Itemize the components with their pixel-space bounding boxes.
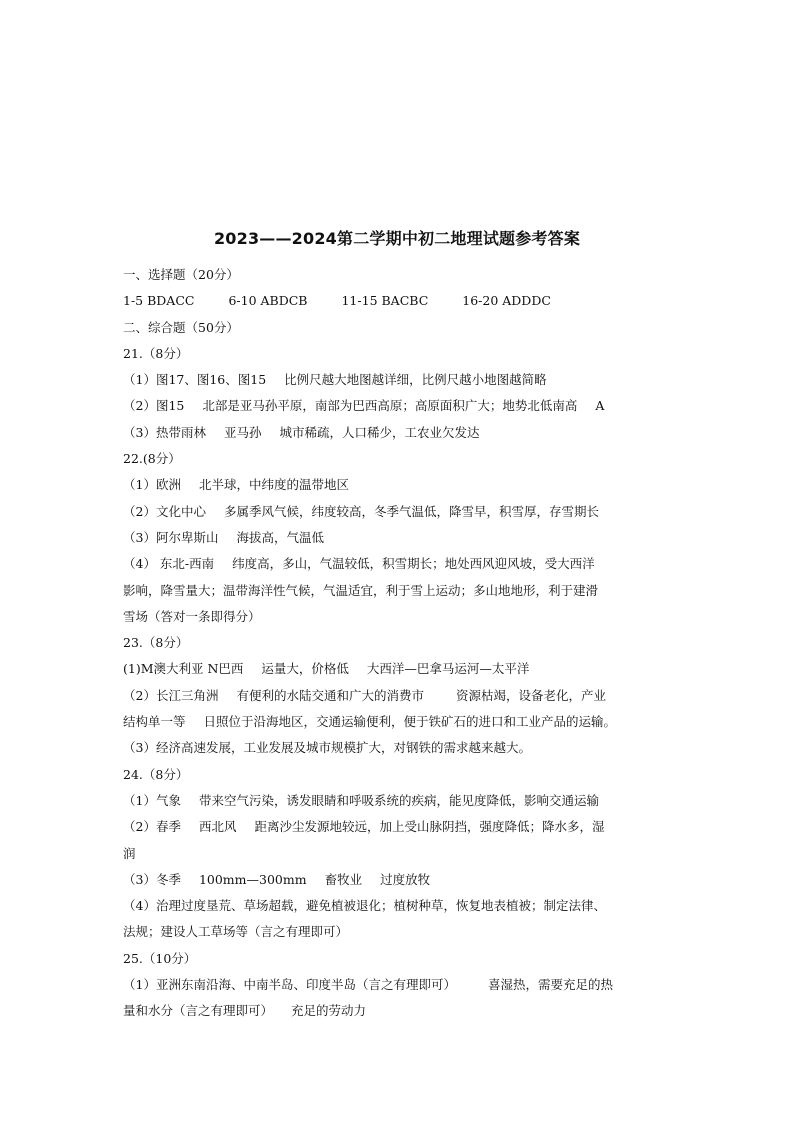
q21-answer-2 xyxy=(123,393,683,419)
q21-a2-explanation: 北部是亚马孙平原，南部为巴西高原；高原面积广大；地势北低南高 xyxy=(202,398,578,414)
q24-a1-explanation: 带来空气污染，诱发眼睛和呼吸系统的疾病，能见度降低，影响交通运输 xyxy=(198,792,599,808)
q23-a2-problem: 资源枯竭，设备老化，产业 xyxy=(455,687,606,703)
q22-answer-3 xyxy=(123,525,683,551)
q24-a2-part: （2）春季 xyxy=(123,819,181,835)
q23-a1-feature: 运量大，价格低 xyxy=(261,661,349,677)
q21-a1-part: （1）图17、图16、图15 xyxy=(123,372,267,388)
q23-a2-location: 日照位于沿海地区，交通运输便利，便于铁矿石的进口和工业产品的运输。 xyxy=(203,714,617,730)
question-25-header: 25.（10分） xyxy=(123,950,197,966)
q22-a1-part: （1）欧洲 xyxy=(123,477,181,493)
q22-a2-part: （2）文化中心 xyxy=(123,503,206,519)
q21-a3-place: 亚马孙 xyxy=(223,424,262,440)
q21-answer-1 xyxy=(123,367,683,393)
q24-a3-industry: 畜牧业 xyxy=(324,871,363,887)
q22-answer-2 xyxy=(123,499,683,525)
q22-a4-explanation: 纬度高，多山，气温较低，积雪期长；地处西风迎风坡，受大西洋 xyxy=(232,556,595,572)
q21-a2-letter: A xyxy=(595,398,605,414)
q21-a2-part: （2）图15 xyxy=(123,398,185,414)
choice-answer-6-10: 6-10 ABDCB xyxy=(228,293,308,309)
q24-answer-4-cont: 法规；建设人工草场等（言之有理即可） xyxy=(123,924,349,940)
q22-a3-part: （3）阿尔卑斯山 xyxy=(123,529,219,545)
q24-answer-1 xyxy=(123,788,683,814)
q24-a1-part: （1）气象 xyxy=(123,792,181,808)
q21-a1-explanation: 比例尺越大地图越详细，比例尺越小地图越简略 xyxy=(284,372,547,388)
q23-a1-part: (1)M澳大利亚 N巴西 xyxy=(123,661,244,677)
q25-answer-1-cont xyxy=(123,998,683,1024)
q21-a3-explanation: 城市稀疏，人口稀少，工农业欠发达 xyxy=(279,424,480,440)
question-21-header: 21.（8分） xyxy=(123,345,189,361)
q25-a1-habit: 喜湿热，需要充足的热 xyxy=(487,977,613,993)
choice-answer-16-20: 16-20 ADDDC xyxy=(462,293,551,309)
q24-a3-precip: 100mm—300mm xyxy=(198,871,307,887)
choice-answer-1-5: 1-5 BDACC xyxy=(123,293,195,309)
answer-content xyxy=(123,262,683,1025)
q24-a3-part: （3）冬季 xyxy=(123,871,181,887)
q24-a2-explanation: 距离沙尘发源地较远，加上受山脉阴挡，强度降低；降水多，湿 xyxy=(254,819,605,835)
q23-answer-1 xyxy=(123,656,683,682)
question-23-header: 23.（8分） xyxy=(123,635,189,651)
q23-a2-part: （2）长江三角洲 xyxy=(123,687,219,703)
q24-a3-cause: 过度放牧 xyxy=(380,871,431,887)
q24-answer-4: （4）治理过度垦荒、草场超载，避免植被退化；植树种草，恢复地表植被；制定法律、 xyxy=(123,898,606,914)
q25-answer-1 xyxy=(123,972,683,998)
section-heading-comprehensive: 二、综合题（50分） xyxy=(123,319,239,335)
q22-a3-explanation: 海拔高，气温低 xyxy=(236,529,324,545)
q22-a1-explanation: 北半球，中纬度的温带地区 xyxy=(198,477,349,493)
q22-answer-4 xyxy=(123,551,683,577)
question-22-header: 22.(8分） xyxy=(123,451,181,467)
q23-a2-problem-end: 结构单一等 xyxy=(123,714,186,730)
page-title: 2023——2024第二学期中初二地理试题参考答案 xyxy=(213,229,581,248)
q24-answer-3 xyxy=(123,867,683,893)
q22-answer-4-cont: 影响，降雪量大；温带海洋性气候，气温适宜，利于雪上运动；多山地地形，利于建滑 xyxy=(123,582,599,598)
q23-answer-2 xyxy=(123,683,683,709)
question-24-header: 24.（8分） xyxy=(123,766,189,782)
q22-answer-4-end: 雪场（答对一条即得分） xyxy=(123,608,261,624)
q23-a2-reason: 有便利的水陆交通和广大的消费市 xyxy=(236,687,424,703)
q22-a4-part: （4） 东北-西南 xyxy=(123,556,215,572)
choice-answer-11-15: 11-15 BACBC xyxy=(341,293,429,309)
q21-answer-3 xyxy=(123,420,683,446)
q24-answer-2 xyxy=(123,814,683,840)
q25-a1-regions: （1）亚洲东南沿海、中南半岛、印度半岛（言之有理即可） xyxy=(123,977,456,993)
q21-a3-part: （3）热带雨林 xyxy=(123,424,206,440)
q23-a1-route: 大西洋—巴拿马运河—太平洋 xyxy=(366,661,530,677)
q22-a2-explanation: 多属季风气候，纬度较高，冬季气温低，降雪早，积雪厚，存雪期长 xyxy=(223,503,599,519)
q23-answer-2-cont xyxy=(123,709,683,735)
q22-answer-1 xyxy=(123,472,683,498)
q25-a1-labor: 充足的劳动力 xyxy=(291,1003,367,1019)
q23-answer-3: （3）经济高速发展，工业发展及城市规模扩大，对钢铁的需求越来越大。 xyxy=(123,740,531,756)
q25-a1-habit-end: 量和水分（言之有理即可） xyxy=(123,1003,274,1019)
choice-answers-line xyxy=(123,288,683,314)
q24-answer-2-cont: 润 xyxy=(123,845,136,861)
q24-a2-wind: 西北风 xyxy=(198,819,237,835)
section-heading-choice: 一、选择题（20分） xyxy=(123,267,239,282)
